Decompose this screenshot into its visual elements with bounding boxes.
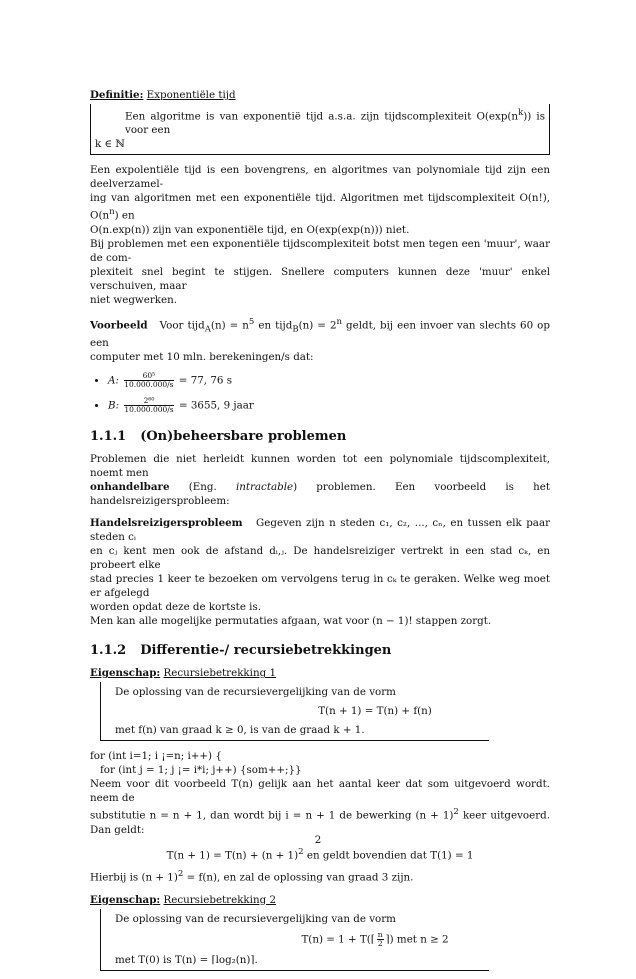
- definition-heading: [90, 88, 550, 102]
- fraction: $\frac{n}{2}$: [377, 929, 383, 948]
- paragraph-exponential: Een expolentiële tijd is een bovengrens, en algoritmes van polynomiale tijd zijn een deelverzamel- ing van algoritmen met een exponentiële tijd. Algoritmen met tijdscomplexiteit O(n!), $O(n^n)$ en O(n.exp(n)) zijn van exponentiële tijd, en O(exp(exp(n))) niet. Bij problemen met een exponentiële tijdscomplexiteit botst men tegen een 'muur', waar de com- plexiteit snel begint te stijgen. Snellere computers kunnen deze 'muur' enkel verschuiven, maar niet wegwerken.: [90, 164, 550, 306]
- list-item: • B: $\frac{\text{2⁶⁰}}{10.000.000/s}$ = 3655, 9 jaar: [108, 397, 550, 414]
- property-heading-1: Eigenschap: Recursiebetrekking 1: [90, 667, 277, 680]
- definition-label: Definitie:: [90, 89, 144, 101]
- page-number: 2: [314, 834, 322, 846]
- tsp-heading: Handelsreizigersprobleem: [90, 517, 243, 530]
- paragraph-degree: Hierbij is $(n + 1)^2 = f(n)$, en zal de oplossing van graad 3 zijn.: [90, 869, 414, 884]
- definition-title: Exponentiële tijd: [146, 89, 236, 101]
- fraction: $\frac{\text{60⁵}}{10.000.000/s}$: [124, 371, 174, 390]
- section-heading-1-1-1: 1.1.1 (On)beheersbare problemen: [90, 429, 347, 445]
- equation: T(n) = 1 + T(⌈ $\frac{n}{2}$ ⌉) met n ≥ 2: [301, 929, 449, 948]
- paragraph-example-recursion: Neem voor dit voorbeeld T(n) gelijk aan het aantal keer dat som uitgevoerd wordt. neem de substitutie n = n + 1, dan wordt bij i = n + 1 de bewerking $(n + 1)^2$ keer uitgevoerd. Dan geldt:: [90, 778, 550, 836]
- property-box-1: De oplossing van de recursievergelijking van de vorm T(n + 1) = T(n) + f(n) met f(n) van graad k ≥ 0, is van de graad k + 1.: [100, 682, 489, 741]
- list-item: • A: $\frac{\text{60⁵}}{10.000.000/s}$ = 77, 76 s: [108, 372, 550, 389]
- fraction: $\frac{\text{2⁶⁰}}{10.000.000/s}$: [124, 396, 174, 415]
- definition-box: [90, 104, 550, 155]
- equation: $T(n + 1) = T(n) + (n + 1)^2$ en geldt bovendien dat T(1) = 1: [166, 846, 474, 862]
- definition-text-line2: k ∈ ℕ: [95, 138, 125, 151]
- property-box-2: De oplossing van de recursievergelijking van de vorm T(n) = 1 + T(⌈ $\frac{n}{2}$ ⌉) met n ≥ 2 met T(0) is T(n) = ⌈log₂(n)⌉.: [100, 909, 489, 971]
- definition-text: Een algoritme is van exponentië tijd a.s.a. zijn tijdscomplexiteit $O(\exp(n^k))$ is voor een: [125, 108, 545, 137]
- example-list: [90, 372, 550, 414]
- example-paragraph: Voorbeeld Voor tijd$_A$(n) = $n^5$ en tijd$_B$(n) = $2^n$ geldt, bij een invoer van slechts 60 op een computer met 10 mln. berekeningen/s dat:: [90, 316, 550, 364]
- property-heading-2: Eigenschap: Recursiebetrekking 2: [90, 893, 277, 906]
- example-heading: Voorbeeld: [90, 319, 148, 332]
- equation: T(n + 1) = T(n) + f(n): [318, 705, 432, 718]
- code-block: for (int i=1; i ¡=n; i++) { for (int j = 1; j ¡= i*i; j++) {som++;}}: [90, 750, 302, 777]
- paragraph-tsp: Handelsreizigersprobleem Gegeven zijn n steden c₁, c₂, ..., cₙ, en tussen elk paar steden cᵢ en cⱼ kent men ook de afstand dᵢ,ⱼ. De handelsreiziger vertrekt in een stad cₖ, en probeert elke stad precies 1 keer te bezoeken om vervolgens terug in cₖ te geraken. Welke weg moet er afgelegd worden opdat deze de kortste is. Men kan alle mogelijke permutaties afgaan, wat voor (n − 1)! stappen zorgt.: [90, 517, 551, 628]
- section-heading-1-1-2: 1.1.2 Differentie-/ recursiebetrekkingen: [90, 643, 392, 659]
- paragraph-intractable: Problemen die niet herleidt kunnen worden tot een polynomiale tijdscomplexiteit, noemt men onhandelbare (Eng. intractable) problemen. Een voorbeeld is het handelsreizigersprobleem:: [90, 453, 551, 508]
